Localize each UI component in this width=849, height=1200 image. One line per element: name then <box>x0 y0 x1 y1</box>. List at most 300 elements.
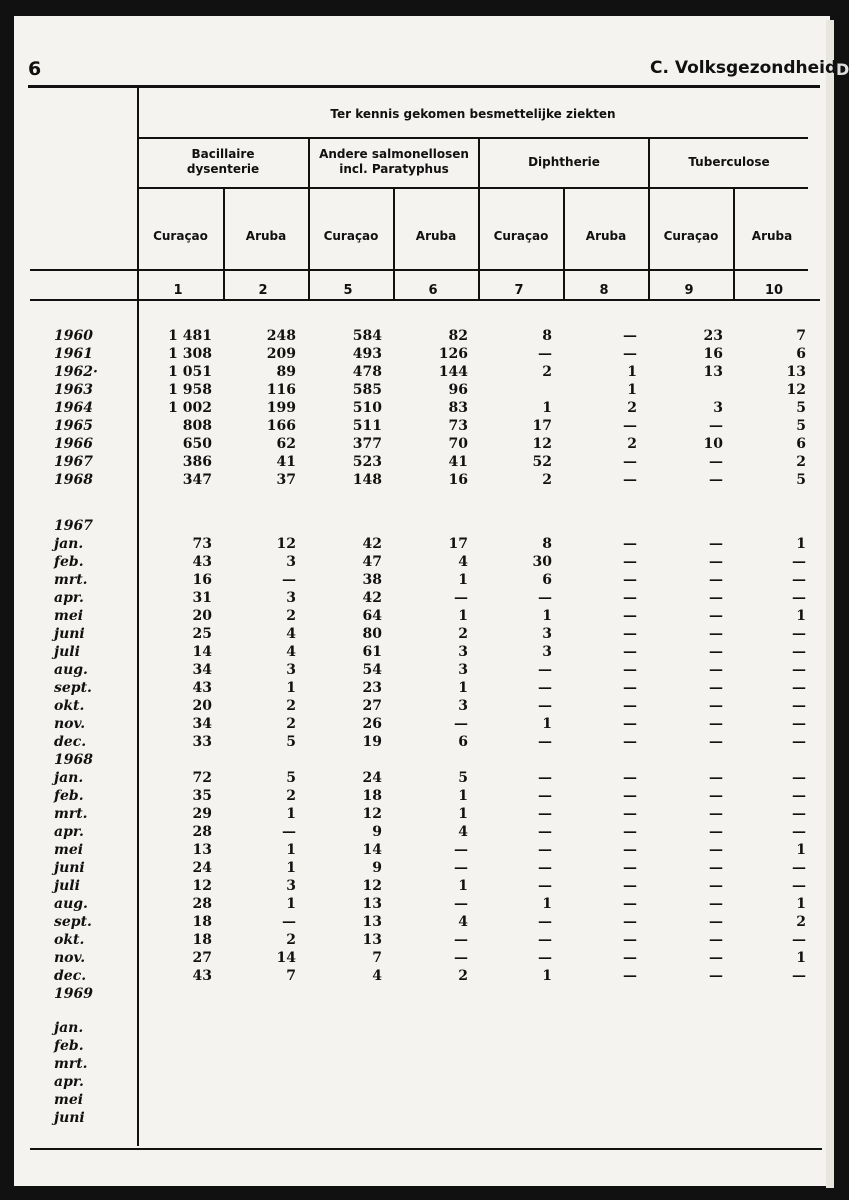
table-cell: 3 <box>542 644 552 660</box>
table-cell: 511 <box>352 418 382 434</box>
table-cell: — <box>623 644 637 660</box>
table-cell: 17 <box>448 536 468 552</box>
table-cell: — <box>623 572 637 588</box>
table-cell: 18 <box>192 932 212 948</box>
table-cell: 3 <box>286 662 296 678</box>
table-cell: 2 <box>796 454 806 470</box>
table-cell: — <box>538 734 552 750</box>
table-cell: — <box>538 860 552 876</box>
group-label-line2: incl. Paratyphus <box>339 162 449 176</box>
subheader-aruba: Aruba <box>585 229 627 243</box>
table-cell: 34 <box>192 662 212 678</box>
table-cell: — <box>538 824 552 840</box>
table-cell: — <box>623 716 637 732</box>
table-cell: 27 <box>362 698 382 714</box>
table-cell: — <box>454 716 468 732</box>
row-label: aug. <box>54 662 88 678</box>
table-cell: 1 <box>542 608 552 624</box>
table-cell: 3 <box>713 400 723 416</box>
subheader-curacao: Curaçao <box>663 229 719 243</box>
table-cell: — <box>282 572 296 588</box>
row-label: 1969 <box>54 986 93 1002</box>
table-cell: — <box>709 734 723 750</box>
table-cell: 16 <box>192 572 212 588</box>
table-cell: 61 <box>362 644 382 660</box>
table-cell: 13 <box>362 896 382 912</box>
table-cell: — <box>454 932 468 948</box>
group-header-tuberculose <box>649 155 809 170</box>
table-cell: — <box>709 842 723 858</box>
table-cell: 73 <box>192 536 212 552</box>
bottom-rule <box>30 1148 822 1150</box>
section-title: C. Volksgezondheid <box>650 58 838 78</box>
subheader-curacao: Curaçao <box>153 229 208 243</box>
table-cell: 1 <box>796 950 806 966</box>
table-cell: — <box>709 680 723 696</box>
table-cell: — <box>454 842 468 858</box>
table-cell: — <box>623 590 637 606</box>
table-cell: 52 <box>532 454 552 470</box>
row-label: 1968 <box>54 472 93 488</box>
table-cell: — <box>792 806 806 822</box>
table-cell: — <box>709 968 723 984</box>
table-cell: — <box>709 878 723 894</box>
table-cell: 19 <box>362 734 382 750</box>
table-cell: — <box>792 662 806 678</box>
table-cell: — <box>538 932 552 948</box>
table-cell: — <box>709 472 723 488</box>
table-cell: 1 <box>458 788 468 804</box>
table-cell: — <box>792 572 806 588</box>
page-number: 6 <box>28 58 42 80</box>
row-label: 1960 <box>54 328 93 344</box>
table-cell: — <box>623 824 637 840</box>
table-cell: 41 <box>276 454 296 470</box>
table-cell: — <box>282 824 296 840</box>
table-cell: 1 <box>286 896 296 912</box>
table-cell: 18 <box>192 914 212 930</box>
table-cell: 16 <box>448 472 468 488</box>
colnum-rule <box>30 299 820 301</box>
table-cell: 14 <box>192 644 212 660</box>
table-cell: 4 <box>458 914 468 930</box>
table-cell: 4 <box>458 554 468 570</box>
table-cell: 35 <box>192 788 212 804</box>
table-cell: — <box>538 698 552 714</box>
stub-divider <box>137 86 139 1146</box>
edge-letter: D <box>836 60 849 79</box>
table-cell: 1 002 <box>168 400 212 416</box>
table-cell: — <box>709 454 723 470</box>
table-cell: — <box>709 950 723 966</box>
table-cell: 8 <box>542 328 552 344</box>
table-cell: — <box>538 346 552 362</box>
table-cell: 13 <box>362 932 382 948</box>
group-rule <box>138 187 808 189</box>
table-cell: — <box>623 454 637 470</box>
table-cell: — <box>282 914 296 930</box>
table-cell: 808 <box>182 418 212 434</box>
table-cell: — <box>623 896 637 912</box>
table-cell: — <box>623 788 637 804</box>
table-cell: 1 <box>458 608 468 624</box>
table-cell: 2 <box>286 716 296 732</box>
subheader-aruba: Aruba <box>751 229 793 243</box>
table-cell: — <box>623 842 637 858</box>
table-cell: 6 <box>458 734 468 750</box>
table-cell: — <box>623 608 637 624</box>
table-cell: 144 <box>438 364 468 380</box>
table-cell: 9 <box>372 860 382 876</box>
table-cell: 1 <box>796 842 806 858</box>
table-cell: 1 051 <box>168 364 212 380</box>
table-cell: 20 <box>192 608 212 624</box>
group-header-salmonellosen <box>309 147 479 177</box>
row-label: jan. <box>54 536 84 552</box>
table-cell: 7 <box>372 950 382 966</box>
table-cell: 24 <box>362 770 382 786</box>
table-cell: 47 <box>362 554 382 570</box>
row-label: juli <box>54 644 80 660</box>
group-label-line1: Bacillaire <box>191 147 255 161</box>
table-cell: 2 <box>458 968 468 984</box>
table-cell: 4 <box>458 824 468 840</box>
table-cell: 18 <box>362 788 382 804</box>
table-cell: — <box>709 644 723 660</box>
table-cell: 5 <box>458 770 468 786</box>
table-cell: 64 <box>362 608 382 624</box>
table-cell: — <box>792 680 806 696</box>
table-cell: 54 <box>362 662 382 678</box>
table-cell: 523 <box>352 454 382 470</box>
table-cell: 62 <box>276 436 296 452</box>
table-cell: — <box>709 554 723 570</box>
table-cell: 12 <box>192 878 212 894</box>
subheader-curacao: Curaçao <box>493 229 549 243</box>
adjacent-page-edge <box>826 20 834 1188</box>
table-cell: 8 <box>542 536 552 552</box>
table-cell: — <box>709 860 723 876</box>
table-cell: 493 <box>352 346 382 362</box>
table-cell: — <box>792 590 806 606</box>
table-cell: — <box>623 770 637 786</box>
column-number: 10 <box>764 283 784 298</box>
table-cell: — <box>623 662 637 678</box>
table-cell: — <box>709 662 723 678</box>
table-cell: 28 <box>192 896 212 912</box>
table-cell: 38 <box>362 572 382 588</box>
table-cell: 584 <box>352 328 382 344</box>
table-cell: 6 <box>542 572 552 588</box>
table-cell: 80 <box>362 626 382 642</box>
table-cell: 13 <box>703 364 723 380</box>
row-label: 1967 <box>54 518 93 534</box>
table-cell: 31 <box>192 590 212 606</box>
table-cell: 3 <box>286 554 296 570</box>
table-cell: — <box>792 932 806 948</box>
table-cell: 1 <box>627 382 637 398</box>
table-cell: 7 <box>286 968 296 984</box>
table-cell: 1 <box>796 608 806 624</box>
table-cell: 1 <box>542 968 552 984</box>
table-cell: — <box>623 734 637 750</box>
row-label: feb. <box>54 554 84 570</box>
table-cell: 209 <box>266 346 296 362</box>
row-label: okt. <box>54 698 85 714</box>
table-cell: 1 <box>286 842 296 858</box>
table-cell: 650 <box>182 436 212 452</box>
column-number: 7 <box>514 283 524 298</box>
table-cell: — <box>623 914 637 930</box>
table-cell: — <box>623 698 637 714</box>
table-cell: 12 <box>362 878 382 894</box>
table-cell: — <box>623 680 637 696</box>
table-cell: — <box>623 878 637 894</box>
table-cell: 4 <box>286 626 296 642</box>
table-cell: 43 <box>192 680 212 696</box>
table-cell: 1 <box>286 680 296 696</box>
row-label: juni <box>54 1110 85 1126</box>
table-cell: — <box>792 626 806 642</box>
row-label: apr. <box>54 1074 84 1090</box>
table-cell: 27 <box>192 950 212 966</box>
table-cell: — <box>538 950 552 966</box>
row-label: juni <box>54 860 85 876</box>
table-cell: — <box>709 626 723 642</box>
table-cell: 585 <box>352 382 382 398</box>
table-cell: — <box>623 346 637 362</box>
row-label: 1967 <box>54 454 93 470</box>
row-label: jan. <box>54 1020 84 1036</box>
table-cell: 1 <box>458 680 468 696</box>
table-cell: 4 <box>372 968 382 984</box>
table-cell: 17 <box>532 418 552 434</box>
row-label: 1966 <box>54 436 93 452</box>
table-cell: — <box>792 788 806 804</box>
table-cell: — <box>538 590 552 606</box>
table-cell: — <box>623 806 637 822</box>
table-cell: 10 <box>703 436 723 452</box>
table-cell: 1 <box>542 400 552 416</box>
row-label: 1968 <box>54 752 93 768</box>
row-label: 1961 <box>54 346 93 362</box>
row-label: sept. <box>54 680 92 696</box>
table-cell: 5 <box>796 472 806 488</box>
table-cell: 89 <box>276 364 296 380</box>
table-cell: 2 <box>796 914 806 930</box>
table-cell: 23 <box>362 680 382 696</box>
table-cell: — <box>792 716 806 732</box>
table-cell: 248 <box>266 328 296 344</box>
table-cell: — <box>538 770 552 786</box>
table-cell: 1 <box>458 572 468 588</box>
table-cell: 2 <box>286 788 296 804</box>
table-cell: — <box>623 932 637 948</box>
table-cell: — <box>709 896 723 912</box>
row-label: sept. <box>54 914 92 930</box>
table-cell: — <box>623 472 637 488</box>
table-cell: 42 <box>362 536 382 552</box>
table-cell: 2 <box>286 698 296 714</box>
table-cell: — <box>623 418 637 434</box>
table-cell: 37 <box>276 472 296 488</box>
table-cell: — <box>538 680 552 696</box>
table-cell: 83 <box>448 400 468 416</box>
table-cell: — <box>709 536 723 552</box>
table-cell: 33 <box>192 734 212 750</box>
table-cell: 3 <box>458 662 468 678</box>
table-cell: 1 <box>796 896 806 912</box>
table-cell: 5 <box>286 734 296 750</box>
table-cell: — <box>709 770 723 786</box>
table-cell: 1 <box>286 806 296 822</box>
column-number: 9 <box>684 283 694 298</box>
table-cell: — <box>454 950 468 966</box>
table-cell: — <box>792 824 806 840</box>
table-cell: 3 <box>542 626 552 642</box>
row-label: feb. <box>54 788 84 804</box>
table-cell: — <box>538 662 552 678</box>
table-cell: 9 <box>372 824 382 840</box>
table-cell: 1 <box>627 364 637 380</box>
table-cell: 2 <box>286 932 296 948</box>
table-cell: 386 <box>182 454 212 470</box>
table-cell: 5 <box>796 418 806 434</box>
table-cell: 2 <box>542 472 552 488</box>
table-cell: 43 <box>192 968 212 984</box>
group-label-line2: dysenterie <box>186 162 260 176</box>
subheader-curacao: Curaçao <box>323 229 379 243</box>
table-cell: — <box>709 914 723 930</box>
row-label: apr. <box>54 590 84 606</box>
table-cell: 5 <box>796 400 806 416</box>
table-cell: 28 <box>192 824 212 840</box>
table-cell: 1 958 <box>168 382 212 398</box>
table-cell: 1 <box>542 896 552 912</box>
row-label: aug. <box>54 896 88 912</box>
table-cell: 70 <box>448 436 468 452</box>
table-cell: — <box>623 950 637 966</box>
table-cell: 478 <box>352 364 382 380</box>
table-cell: 3 <box>458 698 468 714</box>
row-label: mei <box>54 1092 84 1108</box>
table-cell: 2 <box>627 436 637 452</box>
table-cell: 16 <box>703 346 723 362</box>
table-cell: — <box>538 914 552 930</box>
table-cell: — <box>709 806 723 822</box>
table-cell: — <box>792 878 806 894</box>
table-cell: 43 <box>192 554 212 570</box>
column-number: 5 <box>343 283 353 298</box>
row-label: 1965 <box>54 418 93 434</box>
table-cell: 2 <box>627 400 637 416</box>
table-cell: — <box>538 806 552 822</box>
table-cell: 12 <box>532 436 552 452</box>
table-cell: — <box>792 698 806 714</box>
table-cell: 3 <box>286 590 296 606</box>
table-cell: 30 <box>532 554 552 570</box>
row-label: mrt. <box>54 572 88 588</box>
table-cell: — <box>623 554 637 570</box>
row-label: juni <box>54 626 85 642</box>
table-cell: 29 <box>192 806 212 822</box>
table-cell: — <box>792 734 806 750</box>
table-cell: 1 <box>458 878 468 894</box>
row-label: mei <box>54 608 84 624</box>
table-cell: 347 <box>182 472 212 488</box>
table-cell: 126 <box>438 346 468 362</box>
table-cell: 26 <box>362 716 382 732</box>
table-cell: 377 <box>352 436 382 452</box>
row-label: 1964 <box>54 400 93 416</box>
table-cell: 199 <box>266 400 296 416</box>
table-cell: 25 <box>192 626 212 642</box>
table-cell: — <box>709 698 723 714</box>
table-cell: — <box>454 860 468 876</box>
table-cell: 72 <box>192 770 212 786</box>
table-cell: — <box>454 896 468 912</box>
table-cell: 1 308 <box>168 346 212 362</box>
table-cell: — <box>454 590 468 606</box>
table-cell: — <box>709 608 723 624</box>
group-header-dysenterie <box>138 147 308 177</box>
table-cell: 166 <box>266 418 296 434</box>
table-cell: 96 <box>448 382 468 398</box>
table-cell: — <box>623 860 637 876</box>
table-cell: 4 <box>286 644 296 660</box>
table-cell: 1 <box>286 860 296 876</box>
table-cell: 1 <box>458 806 468 822</box>
table-cell: — <box>623 536 637 552</box>
table-cell: 13 <box>786 364 806 380</box>
table-cell: 41 <box>448 454 468 470</box>
table-cell: — <box>709 824 723 840</box>
table-cell: — <box>709 932 723 948</box>
table-cell: 2 <box>542 364 552 380</box>
table-cell: 116 <box>266 382 296 398</box>
table-cell: 1 <box>542 716 552 732</box>
table-cell: 1 481 <box>168 328 212 344</box>
table-cell: 13 <box>362 914 382 930</box>
table-cell: 14 <box>362 842 382 858</box>
row-label: jan. <box>54 770 84 786</box>
table-cell: 13 <box>192 842 212 858</box>
table-cell: — <box>538 842 552 858</box>
title-rule <box>138 137 808 139</box>
row-label: mrt. <box>54 806 88 822</box>
row-label: 1962· <box>54 364 98 380</box>
table-cell: 12 <box>362 806 382 822</box>
top-rule <box>28 85 820 88</box>
table-cell: 34 <box>192 716 212 732</box>
table-cell: — <box>792 554 806 570</box>
row-label: 1963 <box>54 382 93 398</box>
row-label: nov. <box>54 716 86 732</box>
table-cell: 6 <box>796 436 806 452</box>
table-cell: 6 <box>796 346 806 362</box>
row-label: okt. <box>54 932 85 948</box>
table-cell: 3 <box>286 878 296 894</box>
row-label: mrt. <box>54 1056 88 1072</box>
table-cell: — <box>623 328 637 344</box>
table-cell: — <box>623 626 637 642</box>
table-cell: — <box>709 572 723 588</box>
row-label: nov. <box>54 950 86 966</box>
row-label: mei <box>54 842 84 858</box>
column-number: 6 <box>428 283 438 298</box>
table-title: Ter kennis gekomen besmettelijke ziekten <box>330 107 616 121</box>
table-cell: 42 <box>362 590 382 606</box>
